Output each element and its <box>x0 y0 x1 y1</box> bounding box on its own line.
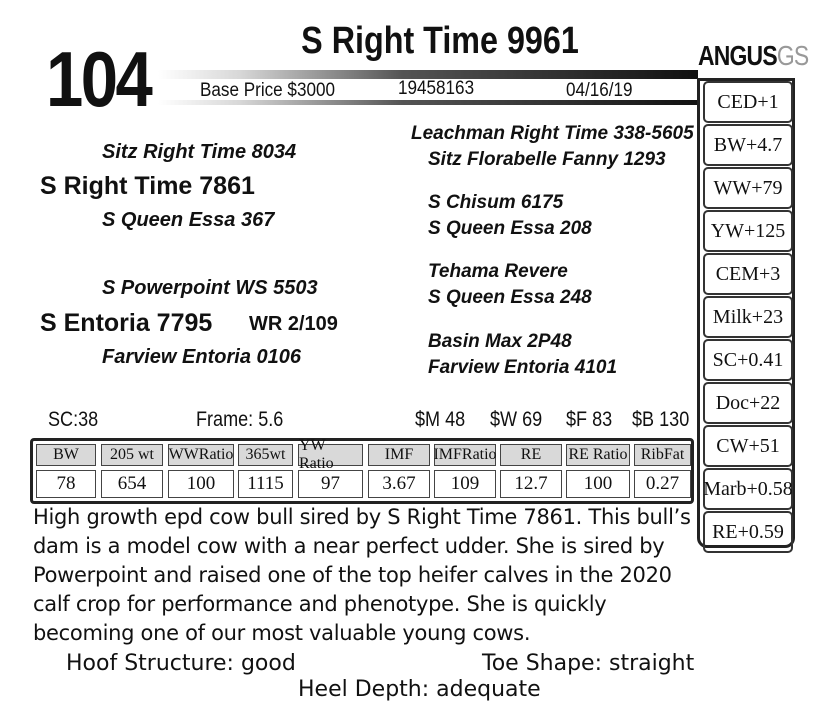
epd-panel <box>697 78 795 548</box>
animal-name: S Right Time 9961 <box>301 20 579 62</box>
toe-shape: Toe Shape: straight <box>482 651 695 676</box>
table-header: RibFat <box>634 444 691 466</box>
table-cell: 3.67 <box>368 470 430 498</box>
table-cell: 0.27 <box>634 470 691 498</box>
birth-date: 04/16/19 <box>566 80 633 101</box>
sire-dam: S Queen Essa 367 <box>102 209 275 231</box>
epd-sc: SC+0.41 <box>703 339 793 381</box>
index-w: $W 69 <box>490 408 543 431</box>
sire: S Right Time 7861 <box>40 172 255 200</box>
epd-cem: CEM+3 <box>703 253 793 295</box>
table-cell: 100 <box>566 470 630 498</box>
table-cell: 654 <box>101 470 163 498</box>
lot-number: 104 <box>46 35 151 123</box>
registration-number: 19458163 <box>398 78 475 99</box>
epd-milk: Milk+23 <box>703 296 793 338</box>
table-cell: 12.7 <box>500 470 562 498</box>
table-cell: 78 <box>36 470 96 498</box>
scrotal-circumference: SC:38 <box>48 408 99 431</box>
dam-sire-dam: S Queen Essa 248 <box>428 287 592 308</box>
sire-dam-sire: S Chisum 6175 <box>428 192 564 213</box>
dam-sire-sire: Tehama Revere <box>428 261 568 282</box>
table-header: IMF <box>368 444 430 466</box>
epd-yw: YW+125 <box>703 210 793 252</box>
description-text: High growth epd cow bull sired by S Right Time 7861. This bull’s dam is a model cow with a near perfect udder. She is sired by Powerpoint and raised one of the top heifer calves in the 2020 calf crop for performance and phenotype. She is quickly becoming one of our most valuable young cows. <box>33 505 691 645</box>
epd-bw: BW+4.7 <box>703 124 793 166</box>
dam-dam-dam: Farview Entoria 4101 <box>428 357 618 378</box>
epd-doc: Doc+22 <box>703 382 793 424</box>
epd-ced: CED+1 <box>703 81 793 123</box>
sire-sire-sire: Leachman Right Time 338-5605 <box>411 123 694 144</box>
table-cell: 1115 <box>238 470 293 498</box>
dam-dam: Farview Entoria 0106 <box>102 346 301 368</box>
index-m: $M 48 <box>415 408 466 431</box>
sire-sire: Sitz Right Time 8034 <box>102 141 297 163</box>
table-header: RE <box>500 444 562 466</box>
base-price: Base Price $3000 <box>200 80 335 101</box>
table-header: 365wt <box>238 444 293 466</box>
table-header: 205 wt <box>101 444 163 466</box>
table-cell: 97 <box>298 470 363 498</box>
table-header: YW Ratio <box>298 444 363 466</box>
epd-cw: CW+51 <box>703 425 793 467</box>
table-header: RE Ratio <box>566 444 630 466</box>
dam-weaning-ratio: WR 2/109 <box>249 313 338 335</box>
hoof-structure: Hoof Structure: good <box>66 651 296 676</box>
table-cell: 109 <box>434 470 496 498</box>
epd-ww: WW+79 <box>703 167 793 209</box>
table-header: WWRatio <box>168 444 234 466</box>
table-cell: 100 <box>168 470 234 498</box>
sire-sire-dam: Sitz Florabelle Fanny 1293 <box>428 149 666 170</box>
epd-re: RE+0.59 <box>703 511 793 553</box>
epd-marb: Marb+0.58 <box>703 468 793 510</box>
dam-sire: S Powerpoint WS 5503 <box>102 277 318 299</box>
index-b: $B 130 <box>632 408 690 431</box>
heel-depth: Heel Depth: adequate <box>298 677 541 702</box>
dam: S Entoria 7795 <box>40 309 213 337</box>
performance-table <box>30 438 694 504</box>
table-header: IMFRatio <box>434 444 496 466</box>
dam-dam-sire: Basin Max 2P48 <box>428 331 572 352</box>
sire-dam-dam: S Queen Essa 208 <box>428 218 592 239</box>
index-f: $F 83 <box>566 408 613 431</box>
frame-score: Frame: 5.6 <box>196 408 284 431</box>
table-header: BW <box>36 444 96 466</box>
angus-gs-logo: ANGUSGS <box>698 40 809 71</box>
